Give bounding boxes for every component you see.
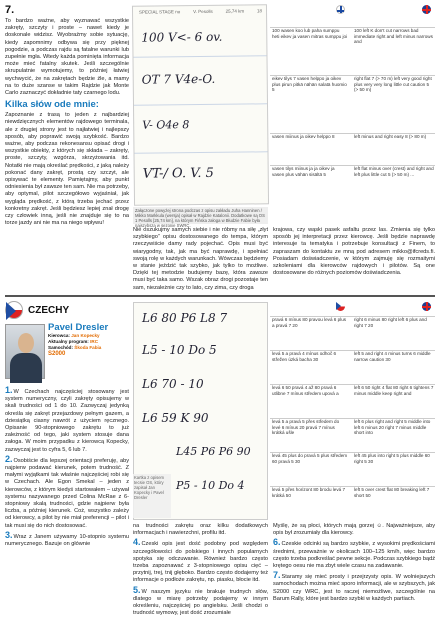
table-row: vasen tilys miinus ja ja oikev ja vasen plus vähän sisältä 5 left flat minus over (crest) and right and left plus little cut 5 (> 50 m) ... bbox=[270, 165, 435, 215]
czech-header bbox=[5, 300, 130, 320]
finnish-translation-table bbox=[270, 5, 435, 225]
uk-flag-icon bbox=[422, 302, 431, 311]
pacenote-line: OT 7 V4e-O. bbox=[141, 71, 216, 87]
pacenote-line: V- O4e 8 bbox=[142, 118, 190, 132]
table-row: levá 5 a pravá 5 přes středem do levé 6 mínus 20 pravá 7 mínus krátká ušle left 6 plus right and right 5 middle into left 6 minus 20 right 7 minus middle short into bbox=[270, 418, 435, 448]
car-model: S2000 bbox=[48, 351, 66, 357]
pacenote-header bbox=[139, 8, 262, 17]
table-row: levá 6 50 pravá 4 až 80 pravá 6 utlibne 7 mínus středem upová a left 6 50 right 4 flat 80 right 6 tightens 7 minus middle keep right and bbox=[270, 384, 435, 414]
section-heading: Kilka słów ode mnie: bbox=[5, 99, 99, 111]
table-row: vasen miinus ja oikev helppo 8 left minus and right easy 8 (> 80 m) bbox=[270, 133, 435, 163]
intro-paragraph: To bardzo ważne, aby wyznawać wszystkie zakręty, szczyty i proste – nawet kiedy je doskonale widzisz. Wyobraźmy sobie sytuację, kiedy zapomnimy odbywa się przy pięknej pogodzie, a podczas rajdu są fatalne warunki lub zupełnie mgła. Wtedy każda pominięta informacja może mieć fatalny skutek. Jeśli szczególnie skrupulatnie wymotujemy, to później łatwiej wychwycić, że na zakrętach będzie źle, a mamy na to duże szanse w takim Rajdzie jak Monte Carlo zaznaczyć dokładnie taty czarnego lodu. bbox=[5, 18, 129, 97]
stage-label: SPECIAL STAGE no bbox=[138, 9, 181, 15]
finland-flag-icon bbox=[336, 5, 345, 14]
driver-name: Pavel Dresler bbox=[48, 322, 109, 333]
driver-portrait bbox=[5, 324, 45, 379]
czech-flag-icon bbox=[336, 302, 345, 311]
middle-text-band bbox=[5, 227, 435, 292]
text-column: na trudności zakrętu oraz kilku dodatkowych informacjach i nawierzchni, profilu itd. 4.Czeski opis jest dość podobny pod względem szczegółowości do polskiego i innych popularnych spotyka się odczuwanie. Również bardzo często trzeba zapoznawać z 3-stopniowego opisu cięć – przytnij, trej, tnij głęboko. Bardzo często dodajemy też informacje o podłoże zakrętu, np. piasku, błocie itd. 5.W naszym języku nie brakuje trudnych słów, dlatego w miarę potrzeby podajemy w innym określeniu, najczęściej po angielsku. Jeśli chodzi o trudność wymowy, jest dość zrozumiałe bbox=[133, 523, 268, 617]
country-title: CZECHY bbox=[28, 304, 70, 316]
pacenote-line: 100 V<- 6 ov. bbox=[141, 29, 223, 45]
text-column: krajowa, czy wąski pasek asfaltu przez las. Zmienia się tylko sposób jej interpretacji przez kierowcę. Jeśli będzie naprawdę interesuje ta tematyka i potrzebuje konsultacji z Finem, to zapraszam do kontaktu ze mną pod adresem mikko@ifcreds.fi. Posiadam doświadczenie, w którym zajmuję się rozmaitymi szkoleniami dla kierowców rajdowych i pilotów. Są one dostosowane do różnych poziomów doświadczenia. bbox=[273, 227, 435, 277]
pacenote-line: L5 - 10 Do 5 bbox=[142, 343, 217, 357]
driver-info: Pavel Dresler Kierowca: Jan Kopecky Aktualny program: IRC Samochód: Škoda Fabia S2000 bbox=[48, 322, 132, 382]
table-row: 100 wasen koo lub paha sumppu heti eikev ja vasen mitras sumppu joi 100 left K don't cut narrows bad immediate right and left minus narrows and bbox=[270, 27, 435, 73]
pacenote-line: VT-/ O. V. 5 bbox=[142, 165, 214, 182]
text-column: Myślę, że są płoci, których mają gorzej ☺. Najważniejsze, aby opis był zrozumiały dla kierowcy. 6.Czeskie odcinki są bardzo szybkie, z wysokimi prędkościami średnimi, przeważnie w okolicach 100–125 km/h, więc bardzo często trzeba podkreślać pewne sekcje. Podczas szybkiego bądź krętego oesu nie ma zbyt wiele czasu na zadawanie. 7.Staramy się mieć prosty i przejrzysty opis. W wolniejszych samochodach można mieć sporo informacji, ale w szybszych, jak S2000 czy WRC, jest to raczej niemożliwe, szczególnie na Barum Rally, które jest bardzo szybki w każdych partiach. bbox=[273, 523, 435, 602]
bottom-text-band bbox=[133, 523, 435, 617]
photo-caption: Załączone powyżej strona podczas z opisu zakładu Juha Hanninen / Mikko Markkula (wersja) opisał w Rajdzie Katalonii. Dodatkowe są OS 1 Pesolls [25,74 km], na którym Fińska załoga w Błudzie Fabie była najszybsza w sezonie SWRC. bbox=[133, 207, 268, 224]
czech-flag-icon bbox=[5, 301, 23, 319]
table-row: levá 5 přes horizont 80 brodu levá 7 krátká 50 left 5 over crest flat 80 breaking left 7 short 50 bbox=[270, 486, 435, 516]
pacenote-line: L6 59 K 90 bbox=[142, 411, 209, 425]
table-row: levá 45 plus do pravá 5 plus středem 60 pravá 5 30 left 45 plus into right 5 plus middle 60 right 5 30 bbox=[270, 452, 435, 482]
section-divider bbox=[5, 295, 435, 297]
stage-name: V. Pesolls bbox=[193, 8, 213, 15]
pacenote-line: L45 P6 P6 90 bbox=[176, 445, 251, 458]
uk-flag-icon bbox=[422, 5, 431, 14]
table-row: eikev tilys 7 vasen helppo ja oikev plus pirun pitkä nähän salatä huomio 5 right flat 7 (> 70 m) left very good right plus very very long little cut caution 5 (> 50 m) bbox=[270, 75, 435, 125]
czech-translation-table bbox=[270, 302, 435, 522]
table-row: pravá 6 mínus 80 pravou levá 6 plus a pravá 7 20 right 6 minus 80 right left 6 plus and right 7 20 bbox=[270, 316, 435, 346]
pacenote-line: P5 - 10 Do 4 bbox=[176, 479, 245, 492]
pacenote-line: L6 70 - 10 bbox=[142, 377, 204, 391]
photo-caption: Kartka z opisem tecsie OS, który zapisał Jan Kopecky i Pavel Dresler bbox=[133, 474, 171, 518]
czech-text-column: 1.W Czechach najczęściej stosowany jest system numeryczny, czyli zakręty opisujemy w skali trudności od 1 do 10. Zazwyczaj jedynką określa się zakręt przejazdowy pełnym gazem, a dziesiątką ciasny nawrót z użyciem ręcznego. Opisanie 90-stopniowego zakrętu to już zależność od tego, jaki system stosuje dana załoga. W moim przypadku z kierowcą Kopecky, zazwyczaj jest to cyfra 5, 6 lub 7. 2.Osobiście dla lepszej orientacji preferuję, aby najpierw podawać kierunek, potem trudność. Z małymi wyjątkami tak właśnie najczęściej robi się w Czechach. Ale Egon Smekal – jeden z kierowców, z którym kiedyś startowałem – używał systemu nazywanego przed Colina McRae z 6-stopniowy skalą trudności, gdzie najpierw była liczba, a później kierunek. Coż, wszystko zależy od kierowcy, a pilot by nie miał preferencji – pilot i tak musi się do nich dostosować. 3.Wraz z Janem używamy 10-stopnio systemu numerycznego. Bazuje on głównie bbox=[5, 385, 129, 548]
sheet-page: 18 bbox=[256, 8, 263, 14]
table-row: levá 5 a pravá 4 mínus odhoč 6 střežen úzká bacha 30 left 5 and right 4 minus turns 6 middle narrow caution 30 bbox=[270, 350, 435, 380]
intro-column bbox=[5, 18, 129, 227]
text-column: Nie oszukujmy samych siebie i nie róbmy na siłę „złyt szybkiego” opisu dostosowanego do tempa, którym rzeczywiście damy rady pojechać. Opis musi być wiarygodny, tak, jak ma być naprawdę, i spełniać swoją rolę w każdych warunkach. Wówczas będziemy w stanie jeździć tak szybko, jak tylko to możliwe. Dzięki tej metodzie budujemy bazę, która zawsze musi być taka samo. Wszak obraz drogi pozostaje ten sam, niezależnie czy to lato, czy zima, czy droga bbox=[133, 227, 268, 291]
page-number: 7. bbox=[5, 4, 15, 16]
finnish-pacenote-sheet bbox=[132, 4, 269, 205]
pacenote-line: L6 80 P6 L8 7 bbox=[142, 311, 228, 325]
stage-length: 25,74 km bbox=[225, 8, 245, 14]
opinion-paragraph: Zapoznanie z trasą to jeden z najbardziej niewdzięcznych elementów rajdowego terminala, ale z drugiej strony jest to najłatwiej i najlepszy sposób, aby poprawić swoją szybkość. Bardzo ważne, aby podczas rekonesansu opisać drogi i wszystkie obiekty, z których się składa – zakręty, proste, szczyty, wzgórza, skrzyżowania itd. Notatki nie mają określać prędkości, z jaką należy pokonać dany zakręt, prostą czy szczyt, ale opisywać te elementy. Pamiętajmy, aby punkt odniesienia był zawsze ten sam. Nie ma potrzeby, aby optymal, pilot szczegółowo wyjaśniał, jak wygląda prędkość, z którą trzeba jechać przez konkretny zakręt. Jeśli będziesz lepiej znał drogę czy człowiek inną, jeśli nie znajduje się to na torze jazdy ani nie ma na niego wpływu! bbox=[5, 112, 129, 227]
